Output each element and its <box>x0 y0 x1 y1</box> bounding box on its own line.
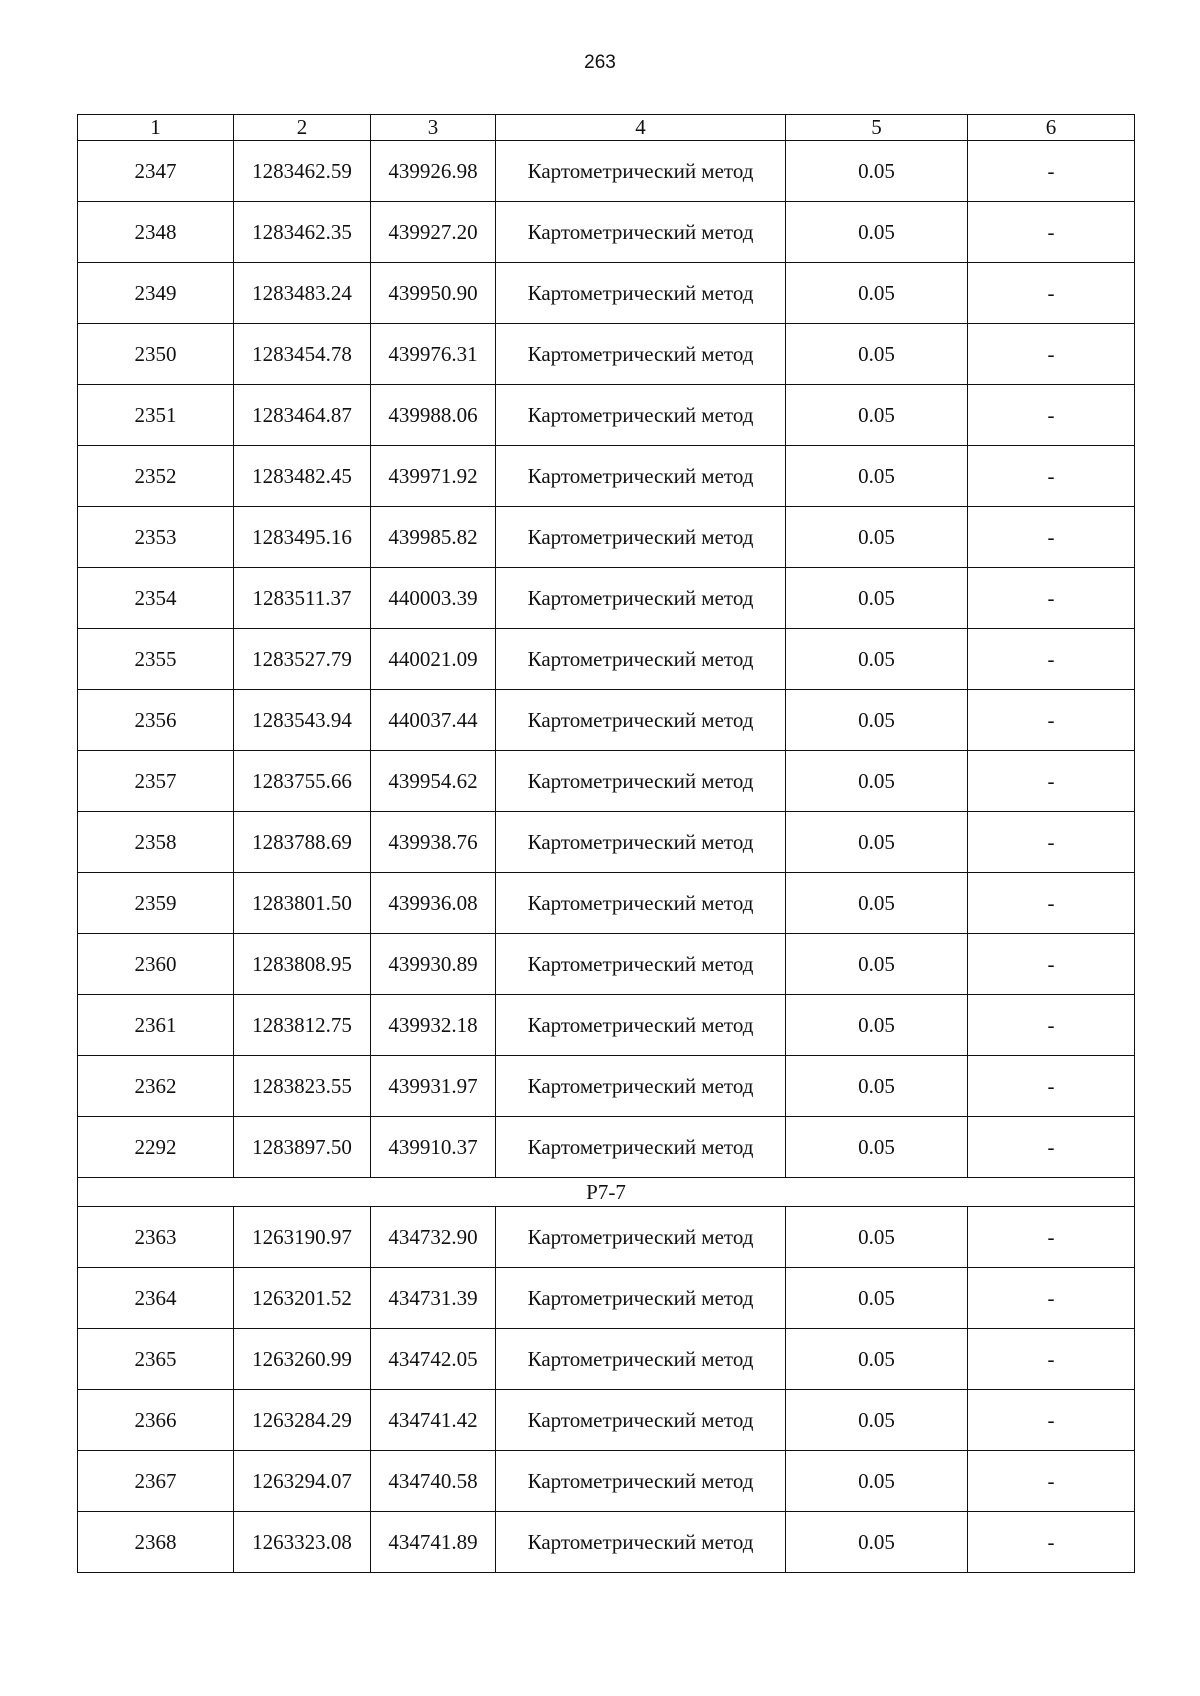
note-cell: - <box>968 568 1135 629</box>
note-cell: - <box>968 202 1135 263</box>
table-row <box>78 751 1135 812</box>
y-coordinate-cell: 434741.42 <box>371 1390 496 1451</box>
accuracy-cell: 0.05 <box>786 873 968 934</box>
point-number-cell: 2355 <box>78 629 234 690</box>
note-cell: - <box>968 812 1135 873</box>
point-number-cell: 2363 <box>78 1207 234 1268</box>
accuracy-cell: 0.05 <box>786 324 968 385</box>
accuracy-cell: 0.05 <box>786 812 968 873</box>
accuracy-cell: 0.05 <box>786 1268 968 1329</box>
point-number-cell: 2358 <box>78 812 234 873</box>
x-coordinate-cell: 1283454.78 <box>234 324 371 385</box>
accuracy-cell: 0.05 <box>786 995 968 1056</box>
accuracy-cell: 0.05 <box>786 1117 968 1178</box>
accuracy-cell: 0.05 <box>786 1390 968 1451</box>
x-coordinate-cell: 1283788.69 <box>234 812 371 873</box>
note-cell: - <box>968 629 1135 690</box>
method-cell: Картометрический метод <box>496 1329 786 1390</box>
y-coordinate-cell: 440037.44 <box>371 690 496 751</box>
point-number-cell: 2368 <box>78 1512 234 1573</box>
y-coordinate-cell: 439988.06 <box>371 385 496 446</box>
method-cell: Картометрический метод <box>496 873 786 934</box>
accuracy-cell: 0.05 <box>786 934 968 995</box>
method-cell: Картометрический метод <box>496 812 786 873</box>
y-coordinate-cell: 434741.89 <box>371 1512 496 1573</box>
point-number-cell: 2292 <box>78 1117 234 1178</box>
table-row <box>78 1512 1135 1573</box>
table-row <box>78 812 1135 873</box>
x-coordinate-cell: 1263294.07 <box>234 1451 371 1512</box>
table-row <box>78 1390 1135 1451</box>
point-number-cell: 2347 <box>78 141 234 202</box>
method-cell: Картометрический метод <box>496 385 786 446</box>
y-coordinate-cell: 439954.62 <box>371 751 496 812</box>
column-header: 3 <box>371 115 496 141</box>
point-number-cell: 2354 <box>78 568 234 629</box>
point-number-cell: 2349 <box>78 263 234 324</box>
note-cell: - <box>968 324 1135 385</box>
y-coordinate-cell: 439927.20 <box>371 202 496 263</box>
section-title: Р7-7 <box>78 1178 1135 1207</box>
x-coordinate-cell: 1263190.97 <box>234 1207 371 1268</box>
table-row <box>78 1207 1135 1268</box>
y-coordinate-cell: 439931.97 <box>371 1056 496 1117</box>
note-cell: - <box>968 263 1135 324</box>
accuracy-cell: 0.05 <box>786 690 968 751</box>
point-number-cell: 2350 <box>78 324 234 385</box>
x-coordinate-cell: 1283755.66 <box>234 751 371 812</box>
accuracy-cell: 0.05 <box>786 141 968 202</box>
point-number-cell: 2348 <box>78 202 234 263</box>
table-row <box>78 141 1135 202</box>
note-cell: - <box>968 873 1135 934</box>
table-row <box>78 690 1135 751</box>
method-cell: Картометрический метод <box>496 1207 786 1268</box>
table-row <box>78 202 1135 263</box>
y-coordinate-cell: 434742.05 <box>371 1329 496 1390</box>
accuracy-cell: 0.05 <box>786 1056 968 1117</box>
method-cell: Картометрический метод <box>496 995 786 1056</box>
point-number-cell: 2352 <box>78 446 234 507</box>
y-coordinate-cell: 434732.90 <box>371 1207 496 1268</box>
table-row <box>78 507 1135 568</box>
method-cell: Картометрический метод <box>496 568 786 629</box>
note-cell: - <box>968 141 1135 202</box>
table-row <box>78 263 1135 324</box>
section-title-row <box>78 1178 1135 1207</box>
y-coordinate-cell: 439926.98 <box>371 141 496 202</box>
y-coordinate-cell: 439950.90 <box>371 263 496 324</box>
point-number-cell: 2367 <box>78 1451 234 1512</box>
x-coordinate-cell: 1283483.24 <box>234 263 371 324</box>
accuracy-cell: 0.05 <box>786 202 968 263</box>
method-cell: Картометрический метод <box>496 629 786 690</box>
accuracy-cell: 0.05 <box>786 568 968 629</box>
point-number-cell: 2360 <box>78 934 234 995</box>
x-coordinate-cell: 1283482.45 <box>234 446 371 507</box>
header-row <box>78 115 1135 141</box>
y-coordinate-cell: 439910.37 <box>371 1117 496 1178</box>
page-number: 263 <box>584 52 616 73</box>
note-cell: - <box>968 934 1135 995</box>
method-cell: Картометрический метод <box>496 446 786 507</box>
note-cell: - <box>968 1207 1135 1268</box>
note-cell: - <box>968 1329 1135 1390</box>
column-header: 2 <box>234 115 371 141</box>
accuracy-cell: 0.05 <box>786 1451 968 1512</box>
point-number-cell: 2362 <box>78 1056 234 1117</box>
table-body <box>78 115 1135 1573</box>
x-coordinate-cell: 1283527.79 <box>234 629 371 690</box>
note-cell: - <box>968 1512 1135 1573</box>
column-header: 1 <box>78 115 234 141</box>
note-cell: - <box>968 446 1135 507</box>
accuracy-cell: 0.05 <box>786 1329 968 1390</box>
method-cell: Картометрический метод <box>496 1512 786 1573</box>
point-number-cell: 2356 <box>78 690 234 751</box>
accuracy-cell: 0.05 <box>786 446 968 507</box>
y-coordinate-cell: 439930.89 <box>371 934 496 995</box>
y-coordinate-cell: 439985.82 <box>371 507 496 568</box>
y-coordinate-cell: 434740.58 <box>371 1451 496 1512</box>
note-cell: - <box>968 1390 1135 1451</box>
x-coordinate-cell: 1283462.59 <box>234 141 371 202</box>
x-coordinate-cell: 1283812.75 <box>234 995 371 1056</box>
x-coordinate-cell: 1283495.16 <box>234 507 371 568</box>
method-cell: Картометрический метод <box>496 507 786 568</box>
method-cell: Картометрический метод <box>496 324 786 385</box>
table-row <box>78 446 1135 507</box>
x-coordinate-cell: 1283543.94 <box>234 690 371 751</box>
x-coordinate-cell: 1283823.55 <box>234 1056 371 1117</box>
y-coordinate-cell: 439932.18 <box>371 995 496 1056</box>
note-cell: - <box>968 507 1135 568</box>
table-row <box>78 1117 1135 1178</box>
note-cell: - <box>968 385 1135 446</box>
y-coordinate-cell: 439971.92 <box>371 446 496 507</box>
y-coordinate-cell: 439938.76 <box>371 812 496 873</box>
x-coordinate-cell: 1263284.29 <box>234 1390 371 1451</box>
method-cell: Картометрический метод <box>496 1451 786 1512</box>
y-coordinate-cell: 439936.08 <box>371 873 496 934</box>
table-row <box>78 1268 1135 1329</box>
method-cell: Картометрический метод <box>496 263 786 324</box>
accuracy-cell: 0.05 <box>786 1512 968 1573</box>
method-cell: Картометрический метод <box>496 202 786 263</box>
point-number-cell: 2361 <box>78 995 234 1056</box>
point-number-cell: 2357 <box>78 751 234 812</box>
point-number-cell: 2366 <box>78 1390 234 1451</box>
table-row <box>78 995 1135 1056</box>
x-coordinate-cell: 1283808.95 <box>234 934 371 995</box>
y-coordinate-cell: 440021.09 <box>371 629 496 690</box>
x-coordinate-cell: 1263260.99 <box>234 1329 371 1390</box>
note-cell: - <box>968 1117 1135 1178</box>
x-coordinate-cell: 1283511.37 <box>234 568 371 629</box>
column-header: 6 <box>968 115 1135 141</box>
x-coordinate-cell: 1263201.52 <box>234 1268 371 1329</box>
method-cell: Картометрический метод <box>496 1056 786 1117</box>
table-row <box>78 1329 1135 1390</box>
y-coordinate-cell: 440003.39 <box>371 568 496 629</box>
point-number-cell: 2351 <box>78 385 234 446</box>
method-cell: Картометрический метод <box>496 1390 786 1451</box>
x-coordinate-cell: 1263323.08 <box>234 1512 371 1573</box>
accuracy-cell: 0.05 <box>786 1207 968 1268</box>
method-cell: Картометрический метод <box>496 1268 786 1329</box>
table-row <box>78 1056 1135 1117</box>
x-coordinate-cell: 1283462.35 <box>234 202 371 263</box>
coordinates-table <box>77 114 1135 1573</box>
x-coordinate-cell: 1283464.87 <box>234 385 371 446</box>
x-coordinate-cell: 1283801.50 <box>234 873 371 934</box>
point-number-cell: 2353 <box>78 507 234 568</box>
table-row <box>78 629 1135 690</box>
table-row <box>78 1451 1135 1512</box>
y-coordinate-cell: 439976.31 <box>371 324 496 385</box>
note-cell: - <box>968 751 1135 812</box>
note-cell: - <box>968 1056 1135 1117</box>
accuracy-cell: 0.05 <box>786 751 968 812</box>
column-header: 4 <box>496 115 786 141</box>
x-coordinate-cell: 1283897.50 <box>234 1117 371 1178</box>
method-cell: Картометрический метод <box>496 141 786 202</box>
table-row <box>78 873 1135 934</box>
note-cell: - <box>968 1451 1135 1512</box>
point-number-cell: 2365 <box>78 1329 234 1390</box>
accuracy-cell: 0.05 <box>786 629 968 690</box>
method-cell: Картометрический метод <box>496 751 786 812</box>
accuracy-cell: 0.05 <box>786 507 968 568</box>
note-cell: - <box>968 995 1135 1056</box>
y-coordinate-cell: 434731.39 <box>371 1268 496 1329</box>
note-cell: - <box>968 1268 1135 1329</box>
table-row <box>78 324 1135 385</box>
table-row <box>78 385 1135 446</box>
method-cell: Картометрический метод <box>496 1117 786 1178</box>
column-header: 5 <box>786 115 968 141</box>
method-cell: Картометрический метод <box>496 934 786 995</box>
point-number-cell: 2364 <box>78 1268 234 1329</box>
accuracy-cell: 0.05 <box>786 263 968 324</box>
table-row <box>78 934 1135 995</box>
table-row <box>78 568 1135 629</box>
note-cell: - <box>968 690 1135 751</box>
point-number-cell: 2359 <box>78 873 234 934</box>
method-cell: Картометрический метод <box>496 690 786 751</box>
accuracy-cell: 0.05 <box>786 385 968 446</box>
